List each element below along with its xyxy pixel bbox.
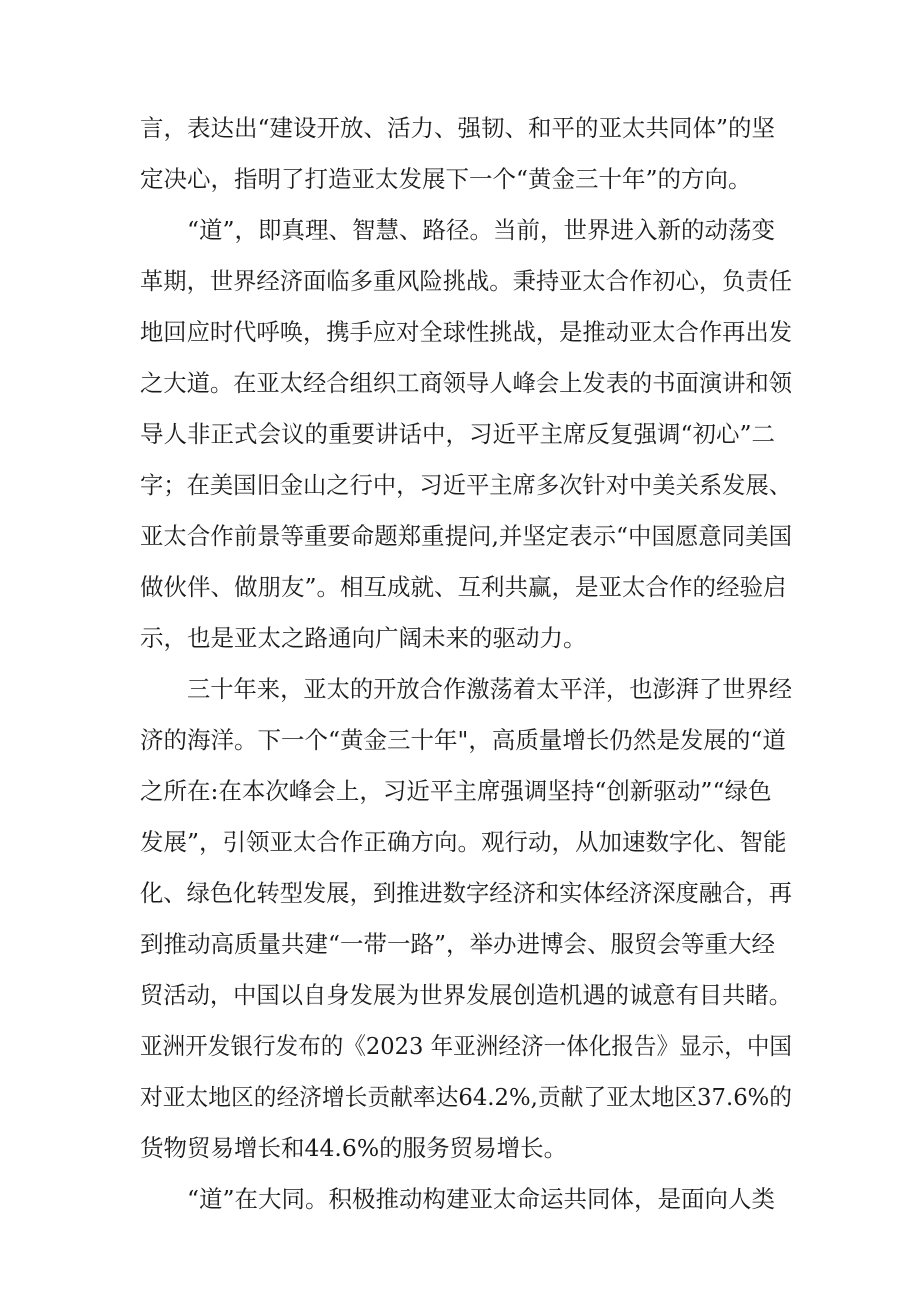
text-line-content: 对亚太地区的经济增长贡献率达64.2%,贡献了亚太地区37.6%的	[140, 1083, 793, 1111]
text-line-content: 革期，世界经济面临多重风险挑战。秉持亚太合作初心，负责任	[140, 267, 793, 295]
text-line-content: 三十年来，亚太的开放合作激荡着太平洋，也澎湃了世界经	[187, 675, 793, 703]
text-line	[0, 516, 920, 556]
text-line	[0, 312, 920, 352]
paragraph-first-line	[0, 1179, 920, 1219]
text-line	[0, 567, 920, 607]
text-line-content: 示，也是亚太之路通向广阔未来的驱动力。	[140, 624, 587, 652]
text-line-content: 发展”，引领亚太合作正确方向。观行动，从加速数字化、智能	[140, 828, 787, 856]
paragraph-first-line	[0, 210, 920, 250]
text-line-content: “道”，即真理、智慧、路径。当前，世界进入新的动荡变	[187, 216, 776, 244]
text-line-content: 货物贸易增长和44.6%的服务贸易增长。	[140, 1134, 568, 1162]
text-line	[0, 1128, 920, 1168]
text-line-content: 字；在美国旧金山之行中，习近平主席多次针对中美关系发展、	[140, 471, 793, 499]
text-line	[0, 873, 920, 913]
text-line	[0, 618, 920, 658]
text-line-content: 导人非正式会议的重要讲话中，习近平主席反复强调“初心”二	[140, 420, 776, 448]
text-line	[0, 261, 920, 301]
text-line-content: 亚太合作前景等重要命题郑重提问,并坚定表示“中国愿意同美国	[140, 522, 793, 550]
text-line-content: 贸活动，中国以自身发展为世界发展创造机遇的诚意有目共睹。	[140, 981, 793, 1009]
text-line	[0, 108, 920, 148]
text-line-content: 到推动高质量共建“一带一路”，举办进博会、服贸会等重大经	[140, 930, 776, 958]
text-line	[0, 822, 920, 862]
text-line	[0, 924, 920, 964]
text-line	[0, 1077, 920, 1117]
text-line-content: 亚洲开发银行发布的《2023 年亚洲经济一体化报告》显示，中国	[140, 1032, 793, 1060]
paragraph-first-line	[0, 669, 920, 709]
text-line	[0, 159, 920, 199]
text-line-content: 之所在:在本次峰会上，习近平主席强调坚持“创新驱动”“绿色	[140, 777, 772, 805]
text-line	[0, 1026, 920, 1066]
text-line-content: 济的海洋。下一个“黄金三十年"，高质量增长仍然是发展的“道	[140, 726, 786, 754]
text-line-content: 地回应时代呼唤，携手应对全球性挑战，是推动亚太合作再出发	[140, 318, 793, 346]
text-line	[0, 975, 920, 1015]
text-line-content: “道”在大同。积极推动构建亚太命运共同体，是面向人类	[187, 1185, 776, 1213]
text-line-content: 做伙伴、做朋友”。相互成就、互利共赢，是亚太合作的经验启	[140, 573, 787, 601]
text-line-content: 化、绿色化转型发展，到推进数字经济和实体经济深度融合，再	[140, 879, 793, 907]
text-line-content: 之大道。在亚太经合组织工商领导人峰会上发表的书面演讲和领	[140, 369, 793, 397]
text-line	[0, 363, 920, 403]
text-line	[0, 465, 920, 505]
text-line	[0, 414, 920, 454]
text-line	[0, 720, 920, 760]
text-line-content: 定决心，指明了打造亚太发展下一个“黄金三十年”的方向。	[140, 165, 752, 193]
text-line	[0, 771, 920, 811]
text-line-content: 言，表达出“建设开放、活力、强韧、和平的亚太共同体”的坚	[140, 114, 776, 142]
